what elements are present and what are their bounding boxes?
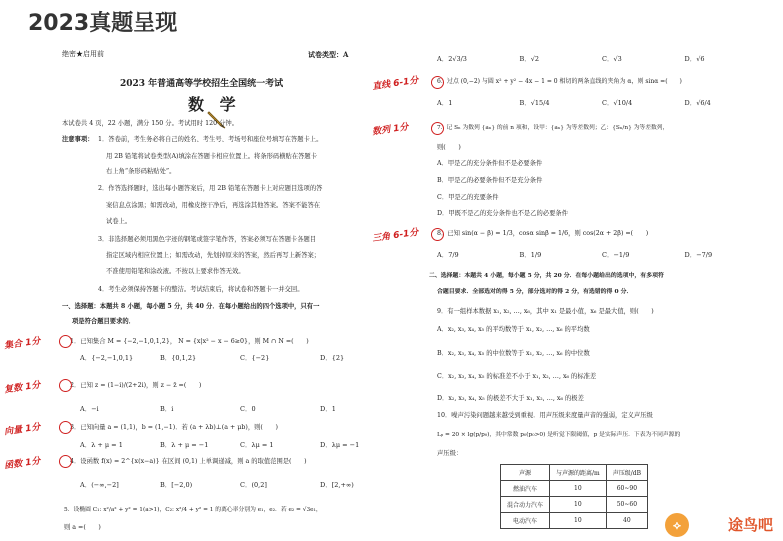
- subject-title: 数 学: [188, 95, 241, 114]
- section2-header: 二、选择题：本题共 4 小题，每小题 5 分，共 20 分．在每小题给出的选项中，有多项符: [429, 272, 664, 279]
- table-row: [501, 481, 648, 497]
- q8-options: [437, 250, 767, 259]
- option: C．√3: [602, 55, 622, 63]
- note-line: 指定区域内相应位置上；如需改动，先划掉原来的答案，然后再写上新答案；: [106, 252, 321, 259]
- paper-type: 试卷类型：A: [308, 50, 349, 59]
- note-line: 试卷上。: [106, 218, 132, 225]
- circle-mark: [59, 379, 72, 392]
- notice-label: 注意事项：: [62, 136, 94, 143]
- handwritten-note: 集合 1分: [3, 336, 42, 352]
- table-cell: 10: [550, 481, 607, 497]
- handwritten-note: 数列 1分: [371, 122, 410, 138]
- intro-text: 本试卷共 4 页，22 小题，满分 150 分。考试用时 120 分钟。: [62, 120, 239, 127]
- option: A．2√3/3: [437, 55, 467, 63]
- option: B．[−2,0): [160, 481, 193, 489]
- circle-mark: [59, 335, 72, 348]
- option: A．7/9: [437, 251, 459, 259]
- table-header: 与声源的距离/m: [550, 465, 607, 481]
- table-cell: 10: [550, 497, 607, 513]
- option: D．1: [320, 405, 336, 413]
- handwritten-note: 直线 6-1分: [371, 75, 420, 93]
- circle-mark: [59, 455, 72, 468]
- section2-header: 合题目要求．全部选对的得 5 分，部分选对的得 2 分，有选错的得 0 分．: [437, 288, 633, 295]
- secret-mark: 绝密★启用前: [62, 50, 104, 58]
- option: A．x₂, x₃, x₄, x₅ 的平均数等于 x₁, x₂, …, x₆ 的平均数: [437, 326, 590, 333]
- option: B．√2: [519, 55, 540, 63]
- option: D．[2,+∞): [320, 481, 354, 489]
- circle-mark: [431, 122, 444, 135]
- question-2: 2．已知 z = (1−i)/(2+2i)，则 z − z̄ =( ): [70, 382, 202, 389]
- question-1: 1．已知集合 M = {−2,−1,0,1,2}， N = {x|x² − x − 6≥0}，则 M ∩ N =( ): [70, 338, 309, 345]
- exam-page-left: [60, 40, 415, 540]
- table-header: 声源: [501, 465, 550, 481]
- note-line: 用 2B 铅笔将试卷类型(A)填涂在答题卡相应位置上。将条形码横贴在答题卡: [106, 153, 318, 160]
- option: A．−i: [80, 405, 99, 413]
- option: B．i: [160, 405, 174, 413]
- option: C．−1/9: [602, 251, 630, 259]
- note-line: 案信息点涂黑；如需改动，用橡皮擦干净后，再选涂其他答案。答案不能答在: [106, 202, 321, 209]
- question-5-tail: 则 a =( ): [64, 524, 101, 531]
- option: C．{−2}: [240, 354, 270, 362]
- option: B．√15/4: [519, 99, 550, 107]
- option: B．甲是乙的必要条件但不是充分条件: [437, 177, 543, 184]
- exam-title: 2023 年普通高等学校招生全国统一考试: [120, 79, 284, 89]
- option: C．甲是乙的充要条件: [437, 194, 499, 201]
- question-7-tail: 则( ): [437, 144, 461, 151]
- note-line: 4．考生必须保持答题卡的整洁。考试结束后，将试卷和答题卡一并交回。: [98, 286, 304, 293]
- watermark-logo-icon: ⟡: [665, 513, 689, 537]
- circle-mark: [431, 228, 444, 241]
- table-cell: 燃油汽车: [501, 481, 550, 497]
- option: D．甲既不是乙的充分条件也不是乙的必要条件: [437, 210, 568, 217]
- option: B．{0,1,2}: [160, 354, 197, 362]
- handwritten-note: 函数 1分: [3, 456, 42, 472]
- question-7: 7．记 Sₙ 为数列 {aₙ} 的前 n 项和，设甲：{aₙ} 为等差数列；乙：{Sₙ/n} 为等差数列，: [437, 125, 669, 131]
- table-cell: 混合动力汽车: [501, 497, 550, 513]
- option: B．1/9: [519, 251, 542, 259]
- option: D．{2}: [320, 354, 345, 362]
- q3-options: [80, 440, 400, 449]
- table-cell: 电动汽车: [501, 513, 550, 529]
- section1-header: 项是符合题目要求的．: [72, 318, 135, 325]
- table-cell: 40: [606, 513, 647, 529]
- page-title: 2023真题呈现: [28, 11, 178, 36]
- section1-header: 一、选择题：本题共 8 小题，每小题 5 分，共 40 分．在每小题给出的四个选项中，只有一: [62, 303, 320, 310]
- table-cell: 10: [550, 513, 607, 529]
- option: C．λμ = 1: [240, 441, 274, 449]
- option: A．甲是乙的充分条件但不是必要条件: [437, 160, 543, 167]
- option: A．1: [437, 99, 453, 107]
- option: C．x₂, x₃, x₄, x₅ 的标准差不小于 x₁, x₂, …, x₆ 的标准差: [437, 373, 597, 380]
- circle-mark: [59, 421, 72, 434]
- option: C．√10/4: [602, 99, 633, 107]
- circle-mark: [431, 76, 444, 89]
- note-line: 3．非选择题必须用黑色字迹的钢笔或签字笔作答，答案必须写在答题卡各题目: [98, 236, 317, 243]
- q5-options: [437, 54, 767, 63]
- noise-table: [500, 464, 648, 529]
- question-10: 10．噪声污染问题越来越受到重视．用声压级来度量声音的强弱，定义声压级: [437, 412, 653, 419]
- question-8: 8．已知 sin(α − β) = 1/3，cosα sinβ = 1/6，则 cos(2α + 2β) =( ): [437, 230, 649, 237]
- option: D．λμ = −1: [320, 441, 360, 449]
- table-header: 声压级/dB: [606, 465, 647, 481]
- handwritten-note: 向量 1分: [3, 422, 42, 438]
- option: B．x₂, x₃, x₄, x₅ 的中位数等于 x₁, x₂, …, x₆ 的中位数: [437, 350, 590, 357]
- q1-options: [80, 353, 400, 362]
- table-cell: 50~60: [606, 497, 647, 513]
- question-10: 声压级：: [437, 450, 463, 457]
- option: A．(−∞,−2]: [80, 481, 119, 489]
- option: A．λ + μ = 1: [80, 441, 123, 449]
- note-line: 1．答卷前，考生务必将自己的姓名、考生号、考场号和座位号填写在答题卡上。: [98, 136, 323, 143]
- table-row: [501, 497, 648, 513]
- option: D．x₂, x₃, x₄, x₅ 的极差不大于 x₁, x₂, …, x₆ 的极差: [437, 395, 584, 402]
- note-line: 2．作答选择题时，选出每小题答案后，用 2B 铅笔在答题卡上对应题目选项的答: [98, 185, 323, 192]
- exam-page-right: [425, 40, 780, 540]
- option: A．{−2,−1,0,1}: [80, 354, 134, 362]
- q4-options: [80, 480, 400, 489]
- q6-options: [437, 98, 767, 107]
- option: B．λ + μ = −1: [160, 441, 209, 449]
- note-line: 不准使用铅笔和涂改液。不按以上要求作答无效。: [106, 268, 245, 275]
- table-row: [501, 513, 648, 529]
- option: D．√6: [684, 55, 705, 63]
- question-5: 5．设椭圆 C₁: x²/a² + y² = 1(a>1)，C₂: x²/4 + y² = 1 的离心率分别为 e₁，e₂．若 e₂ = √3e₁，: [64, 507, 322, 513]
- option: C．0: [240, 405, 256, 413]
- option: D．√6/4: [684, 99, 711, 107]
- q2-options: [80, 404, 400, 413]
- question-4: 4．设函数 f(x) = 2^{x(x−a)} 在区间 (0,1) 上单调递减，则 a 的取值范围是( ): [70, 458, 307, 465]
- option: D．−7/9: [684, 251, 713, 259]
- option: C．(0,2]: [240, 481, 267, 489]
- table-cell: 60~90: [606, 481, 647, 497]
- question-3: 3．已知向量 a = (1,1)，b = (1,−1)．若 (a + λb)⊥(a + μb)，则( ): [70, 424, 278, 431]
- handwritten-note: 三角 6-1分: [371, 227, 420, 245]
- question-6: 6．过点 (0,−2) 与圆 x² + y² − 4x − 1 = 0 相切的两条直线的夹角为 α，则 sinα =( ): [437, 78, 682, 85]
- watermark-text: 途鸟吧: [727, 516, 773, 534]
- question-10: Lₚ = 20 × lg(p/p₀)，其中常数 p₀(p₀>0) 是听觉下限阈值，p 是实际声压．下表为不同声源的: [437, 432, 681, 438]
- note-line: 右上角“条形码粘贴处”。: [106, 168, 176, 175]
- question-9: 9．有一组样本数据 x₁, x₂, …, x₆，其中 x₁ 是最小值，x₆ 是最大值，则( ): [437, 308, 654, 315]
- handwritten-note: 复数 1分: [3, 380, 42, 396]
